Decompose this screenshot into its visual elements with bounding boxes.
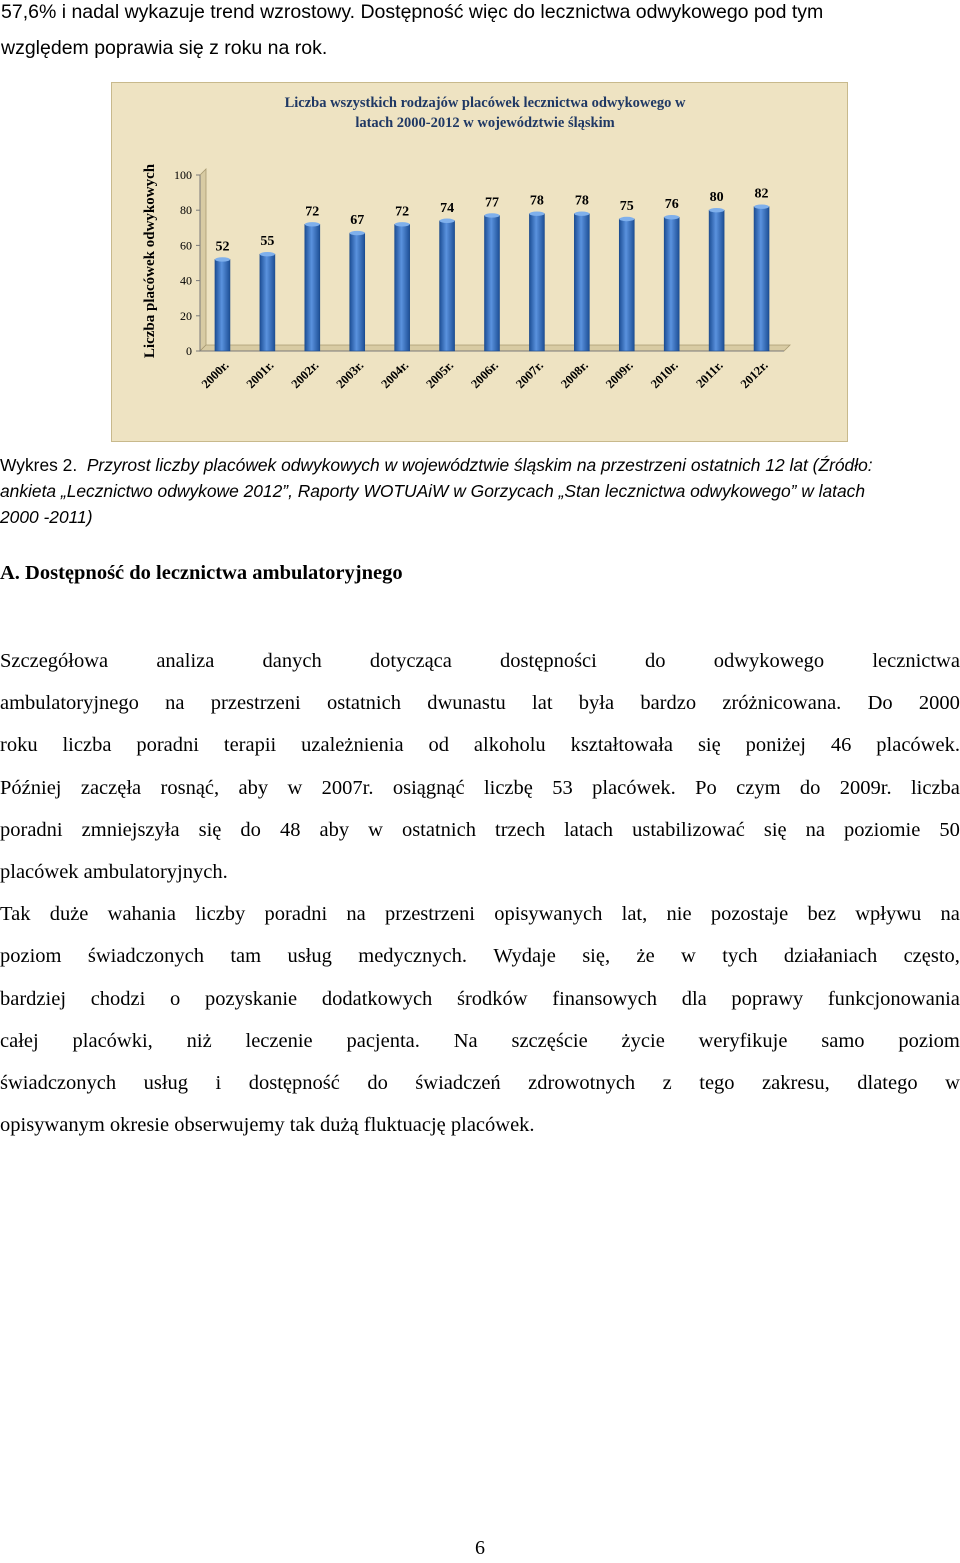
bar-top: [395, 222, 410, 226]
bar-top: [350, 231, 365, 235]
word: chodzi: [90, 987, 146, 1010]
word: finansowych: [552, 987, 658, 1010]
bar-top: [574, 212, 589, 216]
y-tick-label: 20: [180, 308, 192, 323]
word: osiągnąć: [392, 776, 465, 799]
text-line: [0, 935, 960, 977]
word: działaniach: [783, 945, 878, 968]
word: odwykowego: [713, 650, 825, 672]
word: analiza: [156, 650, 215, 672]
word: poziom: [0, 945, 62, 968]
bar-top: [440, 219, 455, 223]
y-axis-label: Liczba placówek odwykowych: [142, 163, 158, 359]
bar-top: [305, 222, 320, 226]
word: placówek.: [592, 776, 676, 799]
bar-value-label: 67: [350, 213, 365, 229]
bar-value-label: 78: [574, 193, 589, 209]
word: 48: [279, 818, 301, 841]
chart-title-line: Liczba wszystkich rodzajów placówek lecznictwa odwykowego w: [284, 95, 686, 111]
word: liczba: [910, 776, 960, 799]
word: Szczegółowa: [0, 650, 109, 672]
x-tick-label: 2007r.: [513, 358, 547, 392]
chart-title-line: latach 2000-2012 w województwie śląskim: [355, 115, 615, 131]
intro-line: 57,6% i nadal wykazuje trend wzrostowy. Dostępność więc do lecznictwa odwykowego pod tym: [1, 1, 824, 23]
paragraph-last-line: opisywanym okresie obserwujemy tak dużą fluktuację placówek.: [0, 1114, 535, 1137]
x-tick-label: 2004r.: [378, 358, 412, 392]
word: w: [945, 1071, 960, 1094]
bar-value-label: 72: [395, 204, 410, 220]
word: i: [215, 1071, 222, 1094]
word: dostępność: [248, 1071, 340, 1094]
word: poziom: [898, 1029, 960, 1052]
word: pozostaje: [710, 903, 789, 926]
bar: [485, 215, 500, 351]
word: z: [662, 1071, 672, 1094]
word: danych: [262, 650, 322, 672]
bar: [440, 221, 455, 351]
text-line: [0, 978, 960, 1020]
x-tick-label: 2011r.: [693, 358, 726, 391]
word: że: [636, 945, 655, 968]
bar-value-label: 76: [664, 197, 679, 213]
text-line: [0, 640, 960, 682]
x-tick-label: 2010r.: [647, 358, 681, 392]
text-line: [0, 682, 960, 724]
word: Po: [695, 776, 717, 799]
word: się: [198, 818, 222, 841]
word: liczbę: [483, 776, 533, 799]
bar-top: [215, 257, 230, 261]
word: bardzo: [640, 692, 697, 715]
word: latach: [564, 818, 614, 841]
word: dlatego: [857, 1071, 918, 1094]
word: poradni: [136, 734, 199, 757]
word: ambulatoryjnego: [0, 692, 139, 715]
word: przestrzeni: [385, 903, 475, 926]
word: weryfikuje: [698, 1029, 788, 1052]
word: poradni: [264, 903, 328, 926]
bar-top: [664, 215, 679, 219]
bar-top: [709, 208, 724, 212]
word: 53: [552, 776, 573, 799]
bar-value-label: 74: [440, 200, 455, 216]
word: dla: [681, 987, 707, 1010]
word: się,: [582, 945, 611, 968]
word: szczęście: [511, 1029, 588, 1052]
word: zróżnicowana.: [722, 692, 842, 715]
word: placówki,: [72, 1029, 153, 1052]
bar-top: [260, 252, 275, 256]
word: do: [240, 818, 261, 841]
word: wpływu: [855, 903, 922, 926]
axis-wall: [200, 169, 206, 351]
x-tick-label: 2001r.: [243, 358, 277, 392]
word: 2007r.: [321, 776, 374, 799]
word: czym: [736, 776, 781, 799]
word: była: [578, 692, 615, 715]
section-heading: A. Dostępność do lecznictwa ambulatoryjnego: [0, 562, 403, 584]
paragraph: [0, 640, 960, 851]
word: dodatkowych: [321, 987, 433, 1010]
word: świadczonych: [87, 945, 204, 968]
bar-top: [754, 204, 769, 208]
caption-line: ankieta „Lecznictwo odwykowe 2012”, Raporty WOTUAiW w Gorzycach „Stan lecznictwa odwykowego” w latach: [0, 481, 866, 501]
word: terapii: [223, 734, 277, 757]
bar: [529, 214, 544, 351]
bar-value-label: 82: [754, 186, 769, 202]
word: uzależnienia: [301, 734, 404, 757]
word: się: [697, 734, 721, 757]
word: Na: [453, 1029, 478, 1052]
word: lat: [532, 692, 553, 715]
bar-value-label: 78: [529, 193, 544, 209]
word: Tak: [0, 903, 31, 926]
word: placówek.: [876, 734, 960, 757]
bar-value-label: 55: [260, 234, 275, 250]
bar-value-label: 72: [305, 204, 320, 220]
word: Później: [0, 776, 62, 799]
bar: [395, 224, 410, 351]
word: pacjenta.: [346, 1029, 420, 1052]
word: świadczeń: [415, 1071, 501, 1094]
bar: [574, 214, 589, 351]
word: na: [940, 903, 960, 926]
bar-chart: [111, 82, 848, 442]
word: od: [428, 734, 449, 757]
word: poziomie: [844, 818, 921, 841]
plot-area: [174, 168, 790, 391]
x-tick-label: 2009r.: [602, 358, 636, 392]
x-tick-label: 2006r.: [468, 358, 502, 392]
word: wahania: [107, 903, 176, 926]
text-line: [0, 724, 960, 766]
x-tick-label: 2000r.: [198, 358, 232, 392]
y-tick-label: 60: [180, 238, 192, 253]
text-line: [0, 893, 960, 935]
x-tick-label: 2008r.: [558, 358, 591, 392]
word: nie: [666, 903, 692, 926]
word: leczenie: [245, 1029, 313, 1052]
bar: [260, 254, 275, 351]
word: przestrzeni: [210, 692, 301, 715]
bar: [619, 219, 634, 351]
y-tick-label: 100: [174, 168, 192, 182]
word: aby: [319, 818, 350, 841]
word: 50: [939, 818, 960, 841]
word: zakresu,: [762, 1071, 830, 1094]
caption-line: [0, 452, 960, 478]
word: ostatnich: [401, 818, 476, 841]
word: dotycząca: [369, 650, 452, 672]
word: lecznictwa: [872, 650, 960, 672]
y-tick-label: 80: [180, 203, 192, 218]
bar: [305, 224, 320, 351]
bar-top: [485, 213, 500, 217]
word: usług: [287, 945, 332, 968]
word: bardziej: [0, 987, 67, 1010]
word: do: [367, 1071, 388, 1094]
word: medycznych.: [358, 945, 467, 968]
word: poprawy: [731, 987, 804, 1010]
word: na: [165, 692, 185, 715]
word: kształtowała: [570, 734, 674, 757]
word: usług: [143, 1071, 189, 1094]
word: środków: [456, 987, 528, 1010]
word: samo: [821, 1029, 865, 1052]
paragraph-last-line: placówek ambulatoryjnych.: [0, 860, 228, 883]
paragraph: [0, 893, 960, 1104]
word: rosnąć,: [160, 776, 220, 799]
bar-value-label: 52: [215, 239, 230, 255]
bar: [664, 217, 679, 351]
caption-label: Wykres 2.: [0, 455, 78, 475]
word: się: [763, 818, 787, 841]
text-line: [0, 809, 960, 851]
word: liczba: [62, 734, 112, 757]
word: Wydaje: [493, 945, 556, 968]
word: w: [368, 818, 383, 841]
bar: [709, 210, 724, 351]
bar-value-label: 80: [709, 190, 724, 206]
word: 2000: [918, 692, 960, 715]
bar-top: [619, 217, 634, 221]
x-tick-label: 2012r.: [737, 358, 771, 392]
word: w: [681, 945, 696, 968]
word: 2009r.: [839, 776, 892, 799]
caption-line: 2000 -2011): [0, 507, 93, 527]
word: tych: [722, 945, 758, 968]
figure-caption: [0, 452, 960, 530]
word: na: [346, 903, 366, 926]
word: o: [170, 987, 181, 1010]
word: dostępności: [500, 650, 597, 672]
word: niż: [186, 1029, 212, 1052]
chart-canvas: [112, 83, 847, 441]
word: na: [805, 818, 826, 841]
word: poradni: [0, 818, 63, 841]
body-text: [0, 640, 960, 1146]
word: zaczęła: [80, 776, 142, 799]
word: bez: [807, 903, 836, 926]
bar-value-label: 77: [485, 195, 499, 211]
word: funkcjonowania: [827, 987, 960, 1010]
word: w: [287, 776, 303, 799]
bar-value-label: 75: [619, 199, 634, 214]
word: do: [799, 776, 821, 799]
intro-line: względem poprawia się z roku na rok.: [1, 37, 328, 59]
word: opisywanych: [494, 903, 603, 926]
x-tick-label: 2002r.: [288, 358, 322, 392]
word: Do: [867, 692, 893, 715]
word: aby: [238, 776, 269, 799]
text-line: [0, 1020, 960, 1062]
word: lat,: [621, 903, 648, 926]
caption-text: Przyrost liczby placówek odwykowych w województwie śląskim na przestrzeni ostatnich 12 lat (Źródło:: [86, 455, 873, 475]
word: zmniejszyła: [81, 818, 180, 841]
intro-text: [1, 0, 959, 66]
word: alkoholu: [473, 734, 546, 757]
y-tick-label: 0: [186, 344, 192, 358]
word: zdrowotnych: [528, 1071, 636, 1094]
word: duże: [49, 903, 89, 926]
word: do: [645, 650, 666, 672]
word: trzech: [495, 818, 546, 841]
bar: [350, 233, 365, 351]
word: 46: [830, 734, 852, 757]
x-tick-label: 2005r.: [423, 358, 457, 392]
word: ustabilizować: [632, 818, 745, 841]
x-tick-label: 2003r.: [333, 358, 367, 392]
word: tam: [230, 945, 262, 968]
word: życie: [621, 1029, 665, 1052]
word: tego: [699, 1071, 735, 1094]
text-line: [0, 767, 960, 809]
word: roku: [0, 734, 38, 757]
word: liczby: [195, 903, 246, 926]
bar-top: [529, 212, 544, 216]
word: dwunastu: [427, 692, 506, 715]
word: świadczonych: [0, 1071, 117, 1094]
bar: [215, 259, 230, 351]
y-tick-label: 40: [180, 273, 192, 288]
word: ostatnich: [326, 692, 401, 715]
word: całej: [0, 1029, 39, 1052]
word: pozyskanie: [204, 987, 298, 1010]
page-number: 6: [475, 1537, 485, 1559]
word: poniżej: [745, 734, 806, 757]
text-line: [0, 1062, 960, 1104]
bar: [754, 207, 769, 351]
word: często,: [903, 945, 960, 968]
